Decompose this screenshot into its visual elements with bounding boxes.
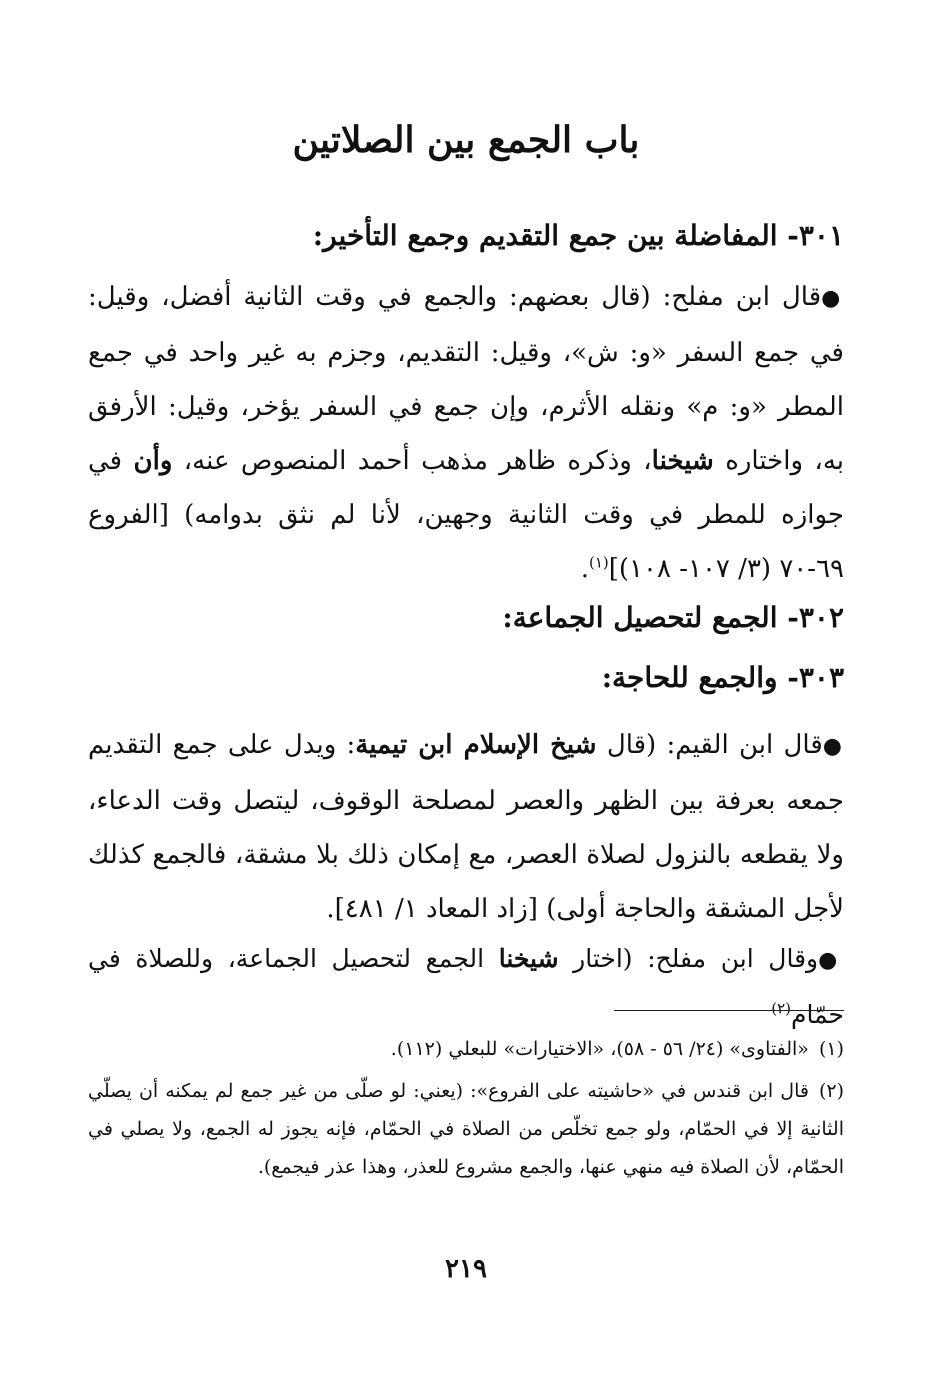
text-segment: وقال ابن مفلح: (اختار (558, 944, 819, 973)
footnote-text: قال ابن قندس في «حاشيته على الفروع»: (يعني: لو صلّى من غير جمع لم يمكنه أن يصلّي الثانية إلا في الحمّام، ولو جمع تخلّص من الصلاة في الحمّام، فإنه يجوز له الجمع، ولا يصلي في الحمّام، لأن الصلاة فيه منهي عنها، والجمع مشروع للعذر، وهذا عذر فيجمع). (88, 1080, 844, 1178)
bold-term: شيخ الإسلام ابن تيمية (355, 730, 597, 760)
footnote-ref[interactable]: (١) (588, 553, 609, 572)
bullet-marker: ● (821, 286, 844, 311)
section-303-paragraph (88, 718, 844, 936)
footnote-2 (88, 1072, 844, 1186)
bold-term: شيخنا (498, 944, 559, 973)
footnote-1 (88, 1030, 844, 1068)
section-301-paragraph (88, 270, 844, 596)
footnote-text: «الفتاوى» (٢٤/ ٥٦ - ٥٨)، «الاختيارات» للبعلي (١١٢). (390, 1038, 809, 1060)
bold-term: شيخنا (651, 446, 714, 476)
closing-paragraph (88, 932, 844, 1042)
page-number: ٢١٩ (445, 1254, 487, 1284)
text-segment: الجمع لتحصيل الجماعة، وللصلاة في حمّام (88, 944, 844, 1029)
text-segment: . (580, 554, 589, 584)
footnote-divider (614, 1010, 844, 1011)
footnote-number: (٢) (818, 1080, 844, 1102)
bullet-marker: ● (818, 948, 844, 973)
bold-term: وأن (133, 446, 173, 476)
footnote-number: (١) (818, 1038, 844, 1060)
section-302-heading: ٣٠٢- الجمع لتحصيل الجماعة: (502, 601, 844, 634)
text-segment: : ويدل على جمع التقديم جمعه بعرفة بين الظهر والعصر لمصلحة الوقوف، ليتصل وقت الدعاء، ولا يقطعه بالنزول لصلاة العصر، مع إمكان ذلك بلا مشقة، فالجمع كذلك لأجل المشقة والحاجة أولى) [زاد المعاد ١/ ٤٨١]. (88, 730, 844, 924)
text-segment: ، وذكره ظاهر مذهب أحمد المنصوص عنه، (172, 446, 652, 476)
section-301-heading: ٣٠١- المفاضلة بين جمع التقديم وجمع التأخير: (312, 219, 844, 252)
bullet-marker: ● (822, 734, 844, 759)
text-segment: في جوازه للمطر في وقت الثانية وجهين، لأنا لم نثق بدوامه) [الفروع ٦٩-٧٠ (٣/ ١٠٧- ١٠٨)] (88, 446, 844, 584)
text-segment: قال ابن القيم: (قال (596, 730, 823, 760)
section-303-heading: ٣٠٣- والجمع للحاجة: (601, 661, 844, 694)
text-segment: قال ابن مفلح: (قال بعضهم: والجمع في وقت الثانية أفضل، وقيل: في جمع السفر «و: ش»، وقيل: التقديم، وجزم به غير واحد في جمع المطر «و: م» ونقله الأثرم، وإن جمع في السفر يؤخر، وقيل: الأرفق به، واختاره (88, 282, 844, 476)
chapter-title: باب الجمع بين الصلاتين (292, 119, 640, 161)
footnote-ref[interactable]: (٢) (771, 999, 791, 1018)
book-page (88, 0, 844, 1388)
